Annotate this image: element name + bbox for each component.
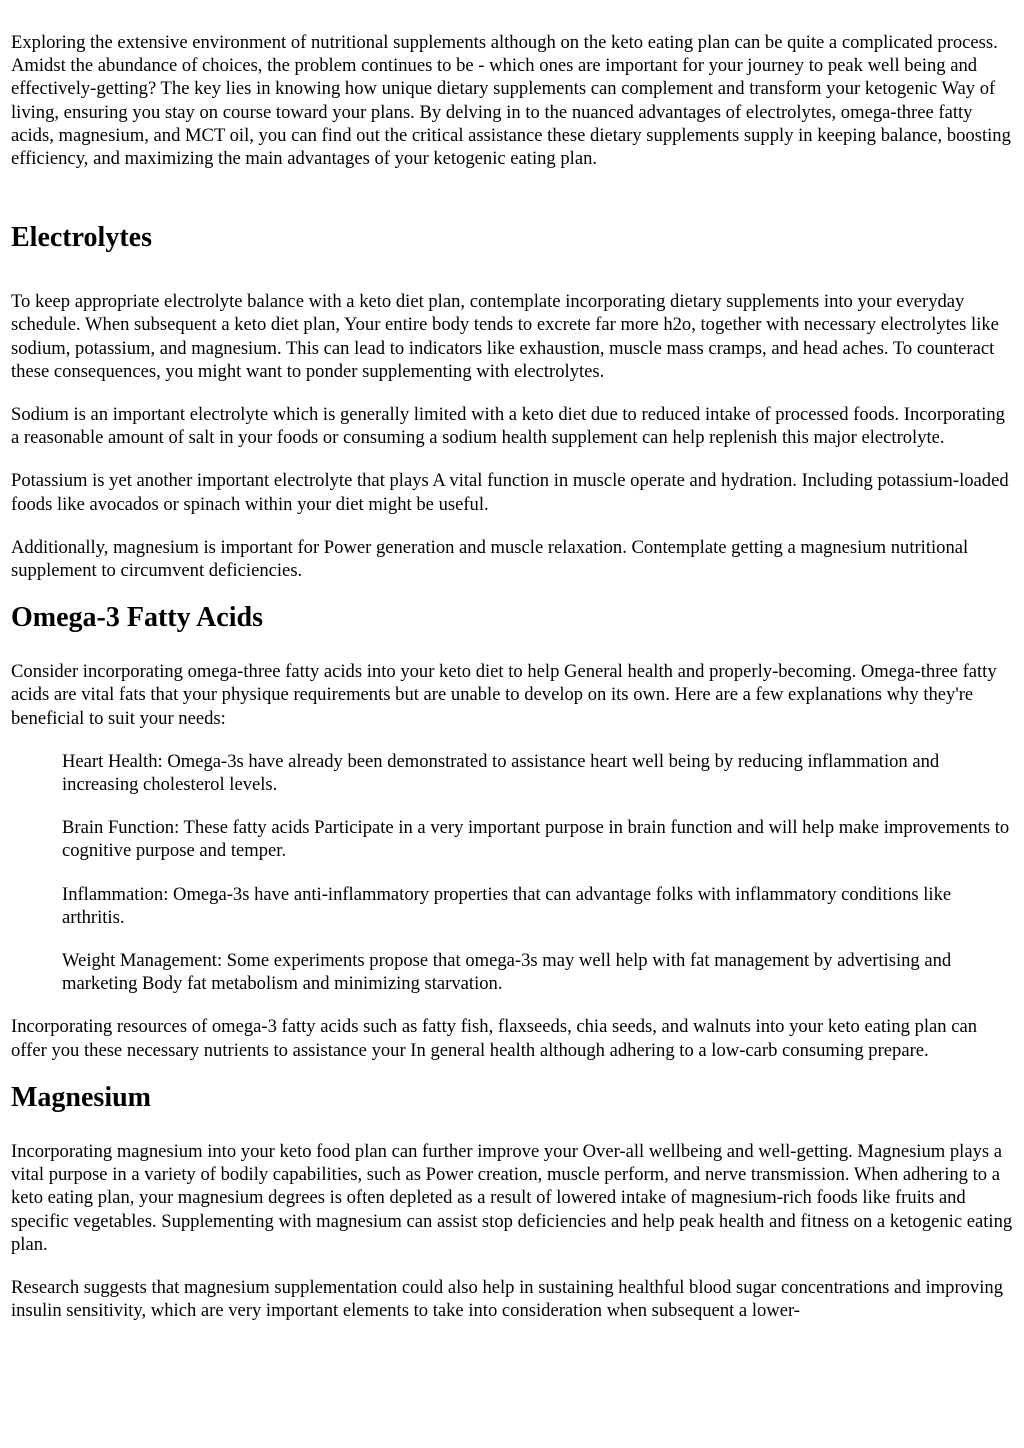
- heading-electrolytes: Electrolytes: [11, 222, 152, 254]
- intro-paragraph: Exploring the extensive environment of nutritional supplements although on the keto eating plan can be quite a complicated process. Amidst the abundance of choices, the problem continues to be - which ones are important for your journey to peak well being and effectively-getting? The key lies in knowing how unique dietary supplements can complement and transform your ketogenic Way of living, ensuring you stay on course toward your plans. By delving in to the nuanced advantages of electrolytes, omega-three fatty acids, magnesium, and MCT oil, you can find out the critical assistance these dietary supplements supply in keeping balance, boosting efficiency, and maximizing the main advantages of your ketogenic eating plan.: [11, 32, 1011, 170]
- magnesium-paragraph: Incorporating magnesium into your keto food plan can further improve your Over-all wellbeing and well-getting. Magnesium plays a vital purpose in a variety of bodily capabilities, such as Power creation, muscle perform, and nerve transmission. When adhering to a keto eating plan, your magnesium degrees is often depleted as a result of lowered intake of magnesium-rich foods like fruits and specific vegetables. Supplementing with magnesium can assist stop deficiencies and help peak health and fitness on a ketogenic eating plan.: [11, 1140, 1013, 1255]
- benefit-weight-management: Weight Management: Some experiments propose that omega-3s may well help with fat management by advertising and marketing Body fat metabolism and minimizing starvation.: [62, 950, 952, 995]
- omega3-benefits-list: [11, 750, 1014, 996]
- heading-magnesium: Magnesium: [11, 1081, 151, 1113]
- benefit-brain-function: Brain Function: These fatty acids Participate in a very important purpose in brain function and will help make improvements to cognitive purpose and temper.: [62, 817, 1010, 862]
- potassium-paragraph: Potassium is yet another important electrolyte that plays A vital function in muscle operate and hydration. Including potassium-loaded foods like avocados or spinach within your diet might be useful.: [11, 470, 1009, 515]
- research-paragraph: Research suggests that magnesium supplementation could also help in sustaining healthful blood sugar concentrations and improving insulin sensitivity, which are very important elements to take into consideration when subsequent a lower-: [11, 1276, 1003, 1322]
- heading-omega3: Omega-3 Fatty Acids: [11, 602, 263, 634]
- benefit-heart-health: Heart Health: Omega-3s have already been demonstrated to assistance heart well being by reducing inflammation and increasing cholesterol levels.: [62, 750, 940, 796]
- section-magnesium: [11, 1082, 1014, 1322]
- omega3-intro-paragraph: Consider incorporating omega-three fatty acids into your keto diet to help General health and properly-becoming. Omega-three fatty acids are vital fats that your physique requirements but are unable to develop on its own. Here are a few explanations why they're beneficial to suit your needs:: [11, 661, 997, 729]
- sodium-paragraph: Sodium is an important electrolyte which is generally limited with a keto diet due to reduced intake of processed foods. Incorporating a reasonable amount of salt in your foods or consuming a sodium health supplement can help replenish this major electrolyte.: [11, 404, 1005, 449]
- section-omega3: [11, 602, 1014, 1062]
- omega3-outro-paragraph: Incorporating resources of omega-3 fatty acids such as fatty fish, flaxseeds, chia seeds, and walnuts into your keto eating plan can offer you these necessary nutrients to assistance your In general health although adhering to a low-carb consuming prepare.: [11, 1016, 978, 1061]
- magnesium-note-paragraph: Additionally, magnesium is important for Power generation and muscle relaxation. Contemplate getting a magnesium nutritional supplement to circumvent deficiencies.: [11, 536, 969, 582]
- electrolytes-paragraph: To keep appropriate electrolyte balance with a keto diet plan, contemplate incorporating dietary supplements into your everyday schedule. When subsequent a keto diet plan, Your entire body tends to excrete far more h2o, together with necessary electrolytes like sodium, potassium, and magnesium. This can lead to indicators like exhaustion, muscle mass cramps, and head aches. To counteract these consequences, you might want to ponder supplementing with electrolytes.: [11, 291, 999, 382]
- benefit-inflammation: Inflammation: Omega-3s have anti-inflammatory properties that can advantage folks with inflammatory conditions like arthritis.: [62, 883, 952, 928]
- section-electrolytes: [11, 222, 1014, 582]
